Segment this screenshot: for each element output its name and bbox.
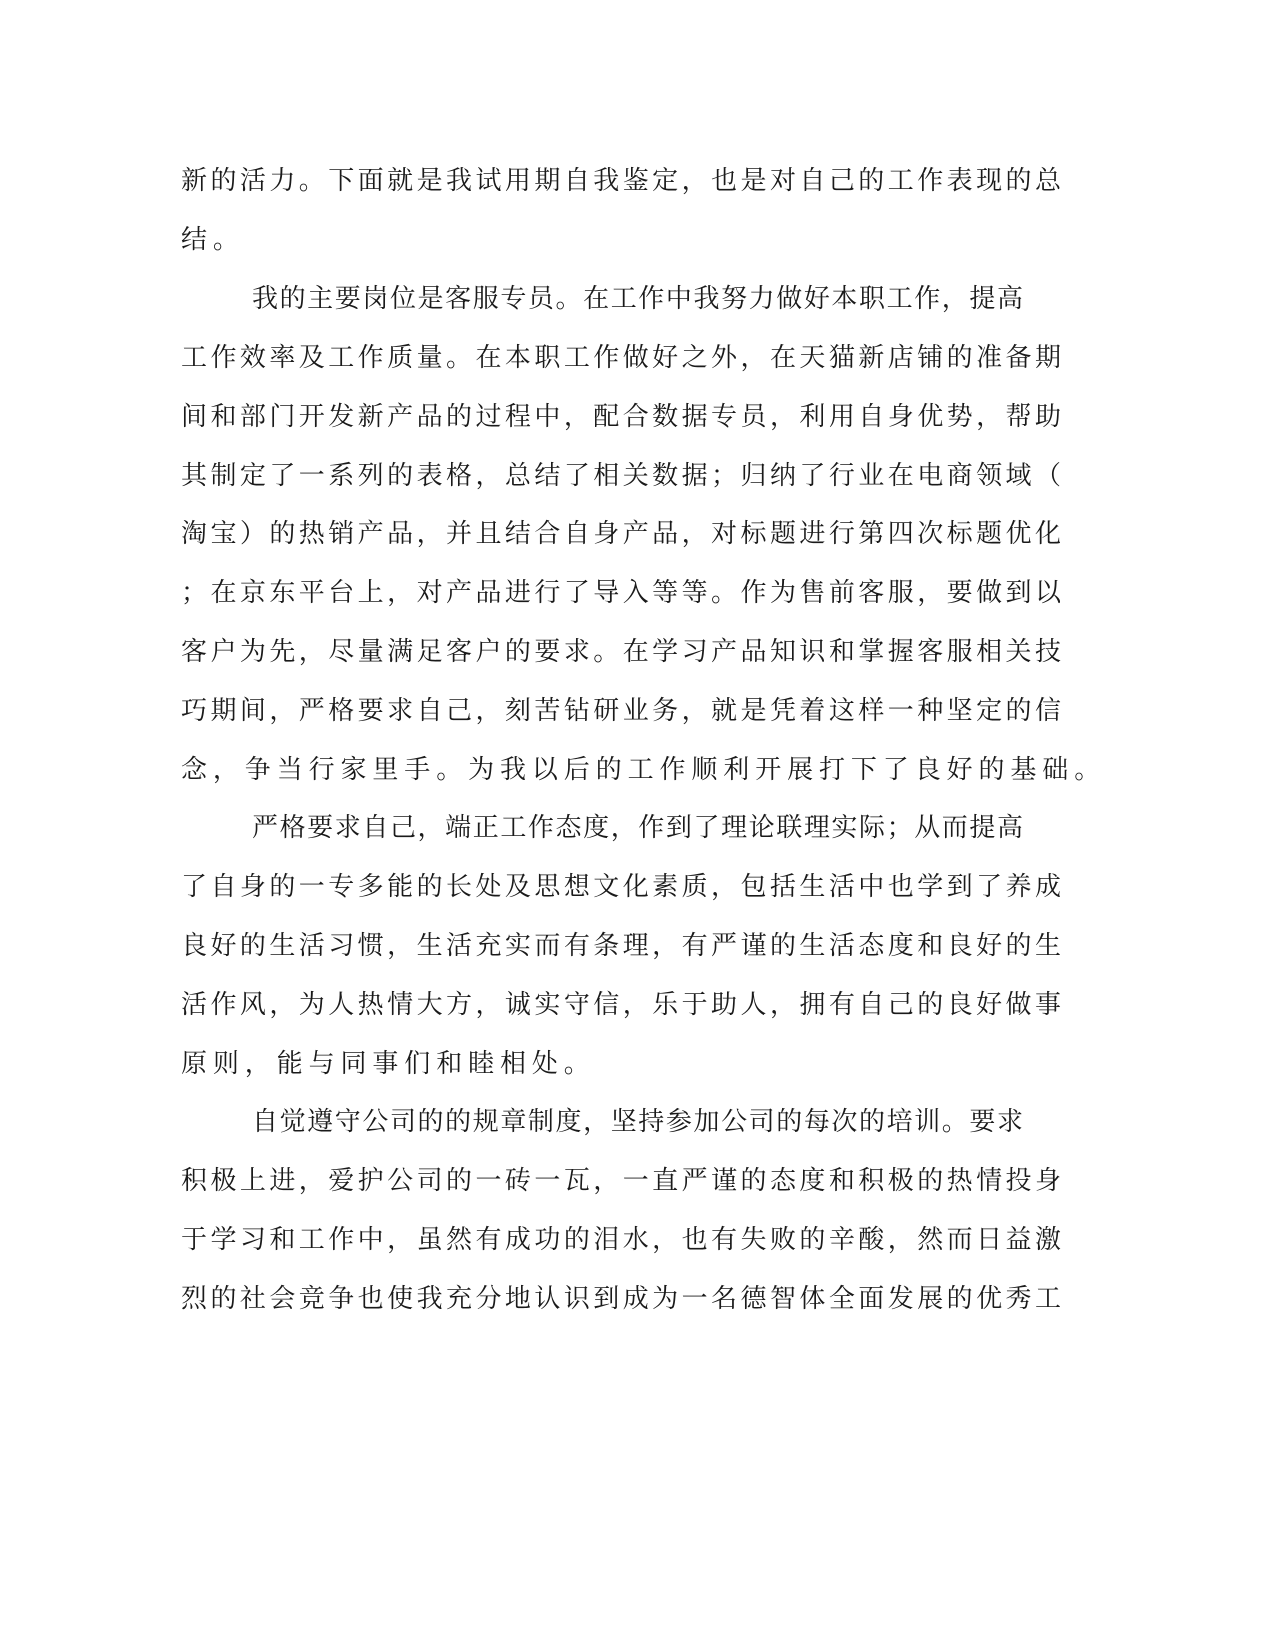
text-line: 了自身的一专多能的长处及思想文化素质，包括生活中也学到了养成: [181, 872, 1061, 902]
paragraph-first-line: 严格要求自己，端正工作态度，作到了理论联理实际；从而提高: [252, 813, 1023, 843]
paragraph-first-line: 自觉遵守公司的的规章制度，坚持参加公司的每次的培训。要求: [252, 1107, 1023, 1137]
text-line: 其制定了一系列的表格，总结了相关数据；归纳了行业在电商领域（: [181, 461, 1061, 491]
text-line: 淘宝）的热销产品，并且结合自身产品，对标题进行第四次标题优化: [181, 519, 1061, 549]
text-line: ；在京东平台上，对产品进行了导入等等。作为售前客服，要做到以: [181, 578, 1061, 608]
text-line: 积极上进，爱护公司的一砖一瓦，一直严谨的态度和积极的热情投身: [181, 1166, 1061, 1196]
text-line: 活作风，为人热情大方，诚实守信，乐于助人，拥有自己的良好做事: [181, 990, 1061, 1020]
text-line: 新的活力。下面就是我试用期自我鉴定，也是对自己的工作表现的总: [181, 166, 1061, 196]
text-line: 巧期间，严格要求自己，刻苦钻研业务，就是凭着这样一种坚定的信: [181, 696, 1061, 726]
text-line: 于学习和工作中，虽然有成功的泪水，也有失败的辛酸，然而日益激: [181, 1225, 1061, 1255]
text-line: 原则，能与同事们和睦相处。: [181, 1049, 596, 1079]
text-line: 间和部门开发新产品的过程中，配合数据专员，利用自身优势，帮助: [181, 402, 1061, 432]
text-line: 工作效率及工作质量。在本职工作做好之外，在天猫新店铺的准备期: [181, 343, 1061, 373]
text-line: 烈的社会竞争也使我充分地认识到成为一名德智体全面发展的优秀工: [181, 1284, 1061, 1314]
text-line: 客户为先，尽量满足客户的要求。在学习产品知识和掌握客服相关技: [181, 637, 1061, 667]
text-line: 念，争当行家里手。为我以后的工作顺利开展打下了良好的基础。: [181, 755, 1107, 785]
text-line: 结。: [181, 225, 245, 255]
paragraph-first-line: 我的主要岗位是客服专员。在工作中我努力做好本职工作，提高: [252, 284, 1023, 314]
text-line: 良好的生活习惯，生活充实而有条理，有严谨的生活态度和良好的生: [181, 931, 1061, 961]
